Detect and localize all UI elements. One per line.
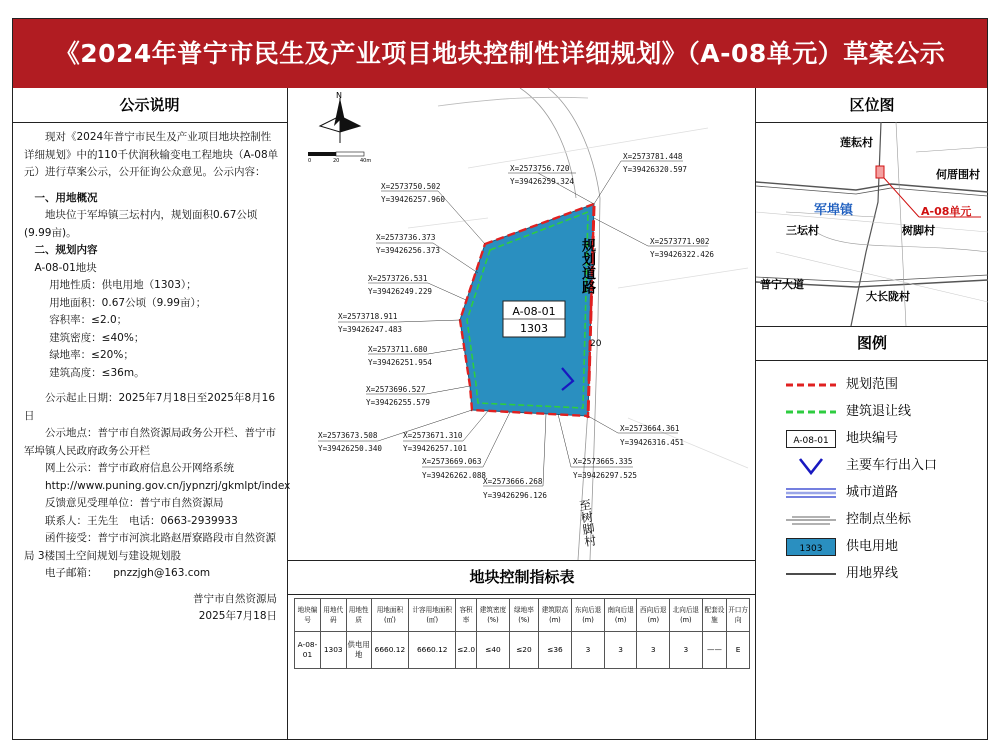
svg-text:Y=39426251.954: Y=39426251.954: [368, 358, 433, 367]
village-label: 三坛村: [786, 224, 819, 237]
table-cell: A-08-01: [295, 632, 321, 669]
town-label: 军埠镇: [814, 203, 854, 218]
notice-email[interactable]: 电子邮箱： pnzzjgh@163.com: [45, 567, 211, 579]
svg-text:X=2573718.911: X=2573718.911: [338, 312, 398, 321]
entrance-legend-icon: [786, 455, 836, 477]
table-header: 北向后退(m): [670, 599, 703, 632]
svg-text:X=2573736.373: X=2573736.373: [376, 233, 436, 242]
coord-label: [338, 312, 460, 334]
site-marker: [876, 166, 884, 178]
svg-text:Y=39426296.126: Y=39426296.126: [483, 491, 548, 500]
table-header: 西向后退(m): [637, 599, 670, 632]
coord-label: [368, 274, 466, 300]
svg-text:N: N: [336, 91, 342, 100]
legend-item: 主要车行出入口: [786, 455, 986, 477]
svg-text:Y=39426262.088: Y=39426262.088: [422, 471, 487, 480]
table-header: 计容用地面积(㎡): [409, 599, 456, 632]
land-boundary-legend-icon: [786, 563, 836, 585]
svg-text:Y=39426322.426: Y=39426322.426: [650, 250, 715, 259]
svg-text:X=2573673.508: X=2573673.508: [318, 431, 378, 440]
table-cell: 6660.12: [371, 632, 408, 669]
plan-line: 建筑高度：≤36m。: [49, 366, 145, 379]
north-arrow-icon: [320, 91, 360, 143]
svg-text:X=2573750.502: X=2573750.502: [381, 182, 441, 191]
road-label-2: 至树脚村: [576, 498, 598, 548]
notice-date: 2025年7月18日: [198, 610, 277, 622]
table-cell: 供电用地: [346, 632, 371, 669]
table-header: 建筑限高(m): [538, 599, 572, 632]
notice-url[interactable]: http://www.puning.gov.cn/jypnzrj/gkmlpt/index: [45, 479, 291, 492]
plan-line: 用地面积：0.67公顷（9.99亩）；: [49, 296, 207, 309]
coord-label: [588, 416, 684, 447]
coord-legend-icon: [786, 509, 836, 531]
table-cell: ≤40: [476, 632, 509, 669]
table-cell: 3: [572, 632, 605, 669]
svg-text:Y=39426257.101: Y=39426257.101: [403, 444, 468, 453]
coord-label: [483, 414, 547, 500]
svg-text:X=2573666.268: X=2573666.268: [483, 477, 543, 486]
parcel-code: A-08-01: [512, 305, 556, 318]
svg-text:X=2573664.361: X=2573664.361: [620, 424, 680, 433]
notice-contact: 联系人：王先生 电话：0663-2939933: [45, 514, 238, 527]
svg-text:X=2573756.720: X=2573756.720: [510, 164, 570, 173]
table-cell: 3: [670, 632, 703, 669]
table-cell: 6660.12: [409, 632, 456, 669]
table-header: 配套设施: [702, 599, 727, 632]
setback-legend-icon: [786, 401, 836, 423]
table-header: 东向后退(m): [572, 599, 605, 632]
table-cell: 1303: [320, 632, 346, 669]
table-header: 容积率: [456, 599, 476, 632]
land-use-code: 1303: [520, 322, 548, 335]
coord-label: [368, 345, 464, 367]
svg-text:20: 20: [333, 158, 340, 164]
notice-body: [12, 123, 291, 626]
legend-item: A-08-01 地块编号: [786, 428, 986, 450]
coord-label: [508, 164, 594, 204]
land-use-legend-icon: [786, 536, 836, 558]
svg-text:X=2573696.527: X=2573696.527: [366, 385, 426, 394]
parcel-code-legend-icon: [786, 428, 836, 450]
table-row: [295, 632, 750, 669]
legend-item: 1303 供电用地: [786, 536, 986, 558]
svg-text:Y=39426250.340: Y=39426250.340: [318, 444, 383, 453]
svg-text:Y=39426320.597: Y=39426320.597: [623, 165, 688, 174]
table-header: 建筑密度(%): [476, 599, 509, 632]
svg-text:Y=39426256.373: Y=39426256.373: [376, 246, 441, 255]
notice-intro: 现对《2024年普宁市民生及产业项目地块控制性详细规划》中的110千伏润秋输变电工程地块（A-08单元）进行草案公示，公开征询公众意见。公示内容：: [24, 131, 279, 178]
svg-text:Y=39426255.579: Y=39426255.579: [366, 398, 431, 407]
right-panel: [756, 88, 988, 740]
notice-period: 公示起止日期：2025年7月18日至2025年8月16日: [24, 392, 276, 422]
svg-text:X=2573669.063: X=2573669.063: [422, 457, 482, 466]
location-title: 区位图: [756, 88, 988, 123]
svg-text:X=2573671.310: X=2573671.310: [403, 431, 463, 440]
road-edge: [438, 97, 588, 106]
location-map-svg: [756, 122, 988, 326]
legend-item: 控制点坐标: [786, 509, 986, 531]
table-cell: E: [727, 632, 750, 669]
section-2-title: 二、规划内容: [34, 244, 98, 256]
legend-title: 图例: [756, 326, 988, 361]
plan-line: 绿地率：≤20%；: [49, 349, 134, 361]
svg-text:X=2573726.531: X=2573726.531: [368, 274, 428, 283]
notice-online: 网上公示：普宁市政府信息公开网络系统: [45, 462, 234, 474]
plan-map: [288, 88, 756, 561]
plan-line: 建筑密度：≤40%；: [49, 331, 145, 344]
table-header: 地块编号: [295, 599, 321, 632]
table-cell: ——: [702, 632, 727, 669]
notice-title: 公示说明: [12, 88, 287, 123]
road-label: 普宁大道: [760, 278, 804, 291]
table-header: 用地性质: [346, 599, 371, 632]
table-header-row: [295, 599, 750, 632]
coord-label: [594, 152, 687, 204]
svg-text:0: 0: [308, 158, 312, 164]
section-1-body: 地块位于军埠镇三坛村内，规划面积0.67公顷(9.99亩)。: [24, 209, 258, 239]
boundary-legend-icon: [786, 374, 836, 396]
notice-org: 普宁市自然资源局: [193, 592, 277, 605]
site-label: A-08单元: [921, 205, 972, 218]
svg-text:1303: 1303: [799, 544, 823, 554]
table-cell: 3: [637, 632, 670, 669]
svg-text:Y=39426297.525: Y=39426297.525: [573, 471, 638, 480]
notice-panel: [12, 88, 291, 740]
notice-feedback: 反馈意见受理单位：普宁市自然资源局: [45, 497, 224, 509]
legend-item: 用地界线: [786, 563, 986, 585]
table-header: 绿地率(%): [510, 599, 538, 632]
village-label: 何厝围村: [936, 168, 980, 181]
location-map: [756, 122, 988, 327]
road-legend-icon: [786, 482, 836, 504]
svg-text:X=2573665.335: X=2573665.335: [573, 457, 633, 466]
svg-text:Y=39426247.483: Y=39426247.483: [338, 325, 403, 334]
table-cell: ≤20: [510, 632, 538, 669]
svg-text:Y=39426257.960: Y=39426257.960: [381, 195, 446, 204]
plan-map-svg: [288, 88, 756, 560]
road-width: 20: [590, 339, 602, 349]
svg-text:X=2573771.902: X=2573771.902: [650, 237, 710, 246]
control-table: [294, 598, 750, 669]
village-label: 树脚村: [902, 224, 935, 237]
svg-text:Y=39426249.229: Y=39426249.229: [368, 287, 433, 296]
road-label: 规划道路: [580, 238, 596, 294]
coord-label: [366, 385, 470, 407]
svg-text:Y=39426259.324: Y=39426259.324: [510, 177, 575, 186]
svg-text:40m: 40m: [360, 158, 372, 164]
plan-line: A-08-01地块: [34, 261, 97, 274]
control-table-title: 地块控制指标表: [288, 560, 756, 595]
coord-label: [376, 233, 478, 273]
table-cell: ≤2.0: [456, 632, 476, 669]
legend-item: 城市道路: [786, 482, 986, 504]
svg-text:Y=39426316.451: Y=39426316.451: [620, 438, 685, 447]
legend-item: 规划范围: [786, 374, 986, 396]
table-header: 南向后退(m): [604, 599, 637, 632]
legend-item: 建筑退让线: [786, 401, 986, 423]
site-leader: [884, 178, 919, 217]
village-label: 莲耘村: [840, 136, 873, 149]
table-header: 用地代码: [320, 599, 346, 632]
section-1-title: 一、用地概况: [34, 191, 98, 204]
page-title: 《2024年普宁市民生及产业项目地块控制性详细规划》（A-08单元）草案公示: [13, 19, 987, 88]
plan-line: 容积率：≤2.0；: [49, 314, 128, 326]
plan-panel: [288, 88, 756, 740]
svg-text:X=2573781.448: X=2573781.448: [623, 152, 683, 161]
svg-text:X=2573711.680: X=2573711.680: [368, 345, 428, 354]
scale-bar: [308, 152, 371, 164]
table-cell: 3: [604, 632, 637, 669]
coord-label: [594, 218, 714, 259]
village-label: 大长陇村: [866, 290, 910, 303]
notice-mail: 函件接受：普宁市河滨北路赵厝寮路段市自然资源局 3楼国土空间规划与建设规划股: [24, 532, 276, 562]
table-cell: ≤36: [538, 632, 572, 669]
svg-text:A-08-01: A-08-01: [793, 436, 829, 446]
table-header: 开口方向: [727, 599, 750, 632]
coord-label: [403, 411, 488, 453]
table-header: 用地面积(㎡): [371, 599, 408, 632]
plan-line: 用地性质：供电用地（1303）；: [49, 279, 197, 291]
notice-place: 公示地点：普宁市自然资源局政务公开栏、普宁市军埠镇人民政府政务公开栏: [24, 427, 276, 457]
